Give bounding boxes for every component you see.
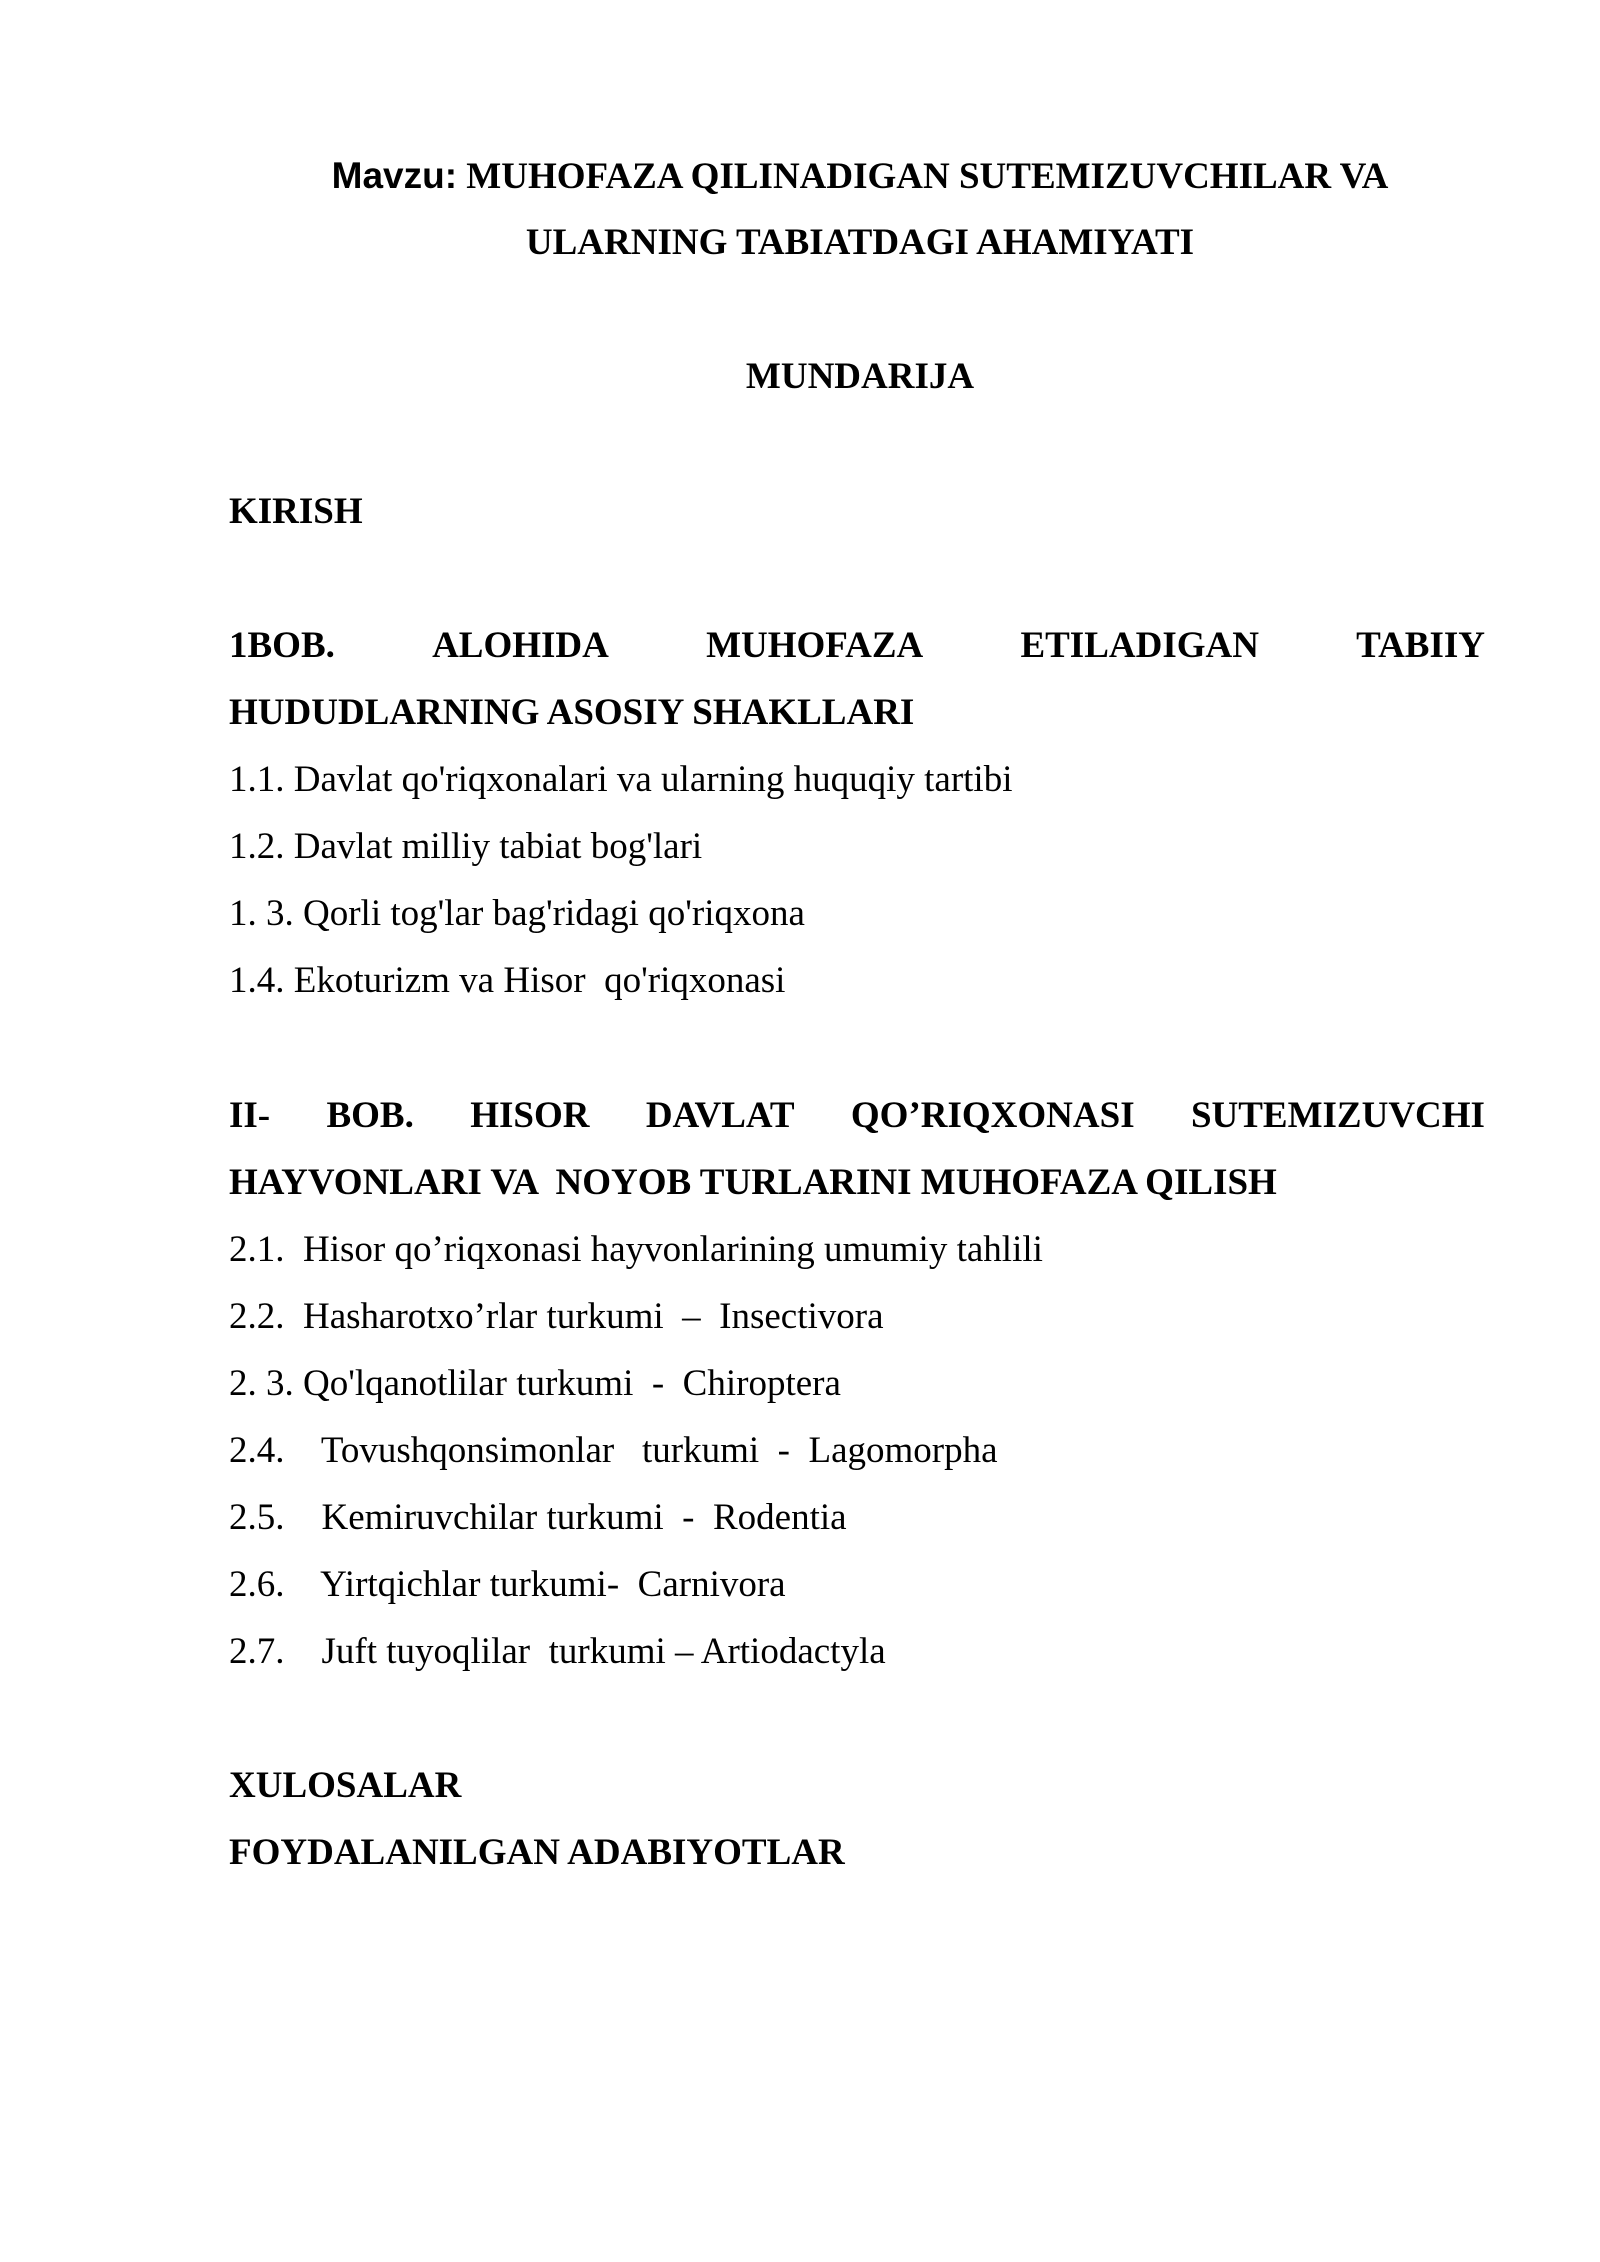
toc-section-2-4: 2.4. Tovushqonsimonlar turkumi - Lagomorpha (229, 1430, 998, 1471)
chapter-2-word: II- (229, 1095, 271, 1136)
toc-conclusions: XULOSALAR (229, 1765, 462, 1806)
chapter-2-word: QO’RIQXONASI (850, 1095, 1135, 1136)
toc-section-2-7: 2.7. Juft tuyoqlilar turkumi – Artiodactyla (229, 1631, 886, 1672)
chapter-1-word: TABIIY (1356, 625, 1485, 666)
toc-section-2-1: 2.1. Hisor qo’riqxonasi hayvonlarining umumiy tahlili (229, 1229, 1043, 1270)
toc-section-1-1: 1.1. Davlat qo'riqxonalari va ularning huquqiy tartibi (229, 759, 1013, 800)
toc-chapter-2-line-2: HAYVONLARI VA NOYOB TURLARINI MUHOFAZA QILISH (229, 1162, 1277, 1203)
chapter-1-word: ETILADIGAN (1020, 625, 1259, 666)
chapter-2-word: DAVLAT (645, 1095, 795, 1136)
toc-chapter-1-line-2: HUDUDLARNING ASOSIY SHAKLLARI (229, 692, 915, 733)
chapter-2-word: BOB. (326, 1095, 414, 1136)
contents-heading: MUNDARIJA (745, 356, 975, 397)
toc-section-1-2: 1.2. Davlat milliy tabiat bog'lari (229, 826, 703, 867)
toc-chapter-1-line-1 (229, 624, 1485, 668)
toc-section-1-3: 1. 3. Qorli tog'lar bag'ridagi qo'riqxona (229, 893, 805, 934)
toc-intro: KIRISH (229, 491, 363, 532)
chapter-1-word: 1BOB. (229, 625, 335, 666)
document-title-line-2: ULARNING TABIATDAGI AHAMIYATI (525, 222, 1195, 263)
toc-chapter-2-line-1 (229, 1094, 1485, 1138)
title-prefix: Mavzu: (331, 155, 458, 196)
toc-section-1-4: 1.4. Ekoturizm va Hisor qo'riqxonasi (229, 960, 786, 1001)
document-title-line-1 (0, 154, 1600, 199)
chapter-1-word: ALOHIDA (432, 625, 609, 666)
chapter-2-word: HISOR (470, 1095, 590, 1136)
toc-section-2-5: 2.5. Kemiruvchilar turkumi - Rodentia (229, 1497, 847, 1538)
chapter-1-word: MUHOFAZA (706, 625, 924, 666)
toc-references: FOYDALANILGAN ADABIYOTLAR (229, 1832, 845, 1873)
chapter-2-word: SUTEMIZUVCHI (1190, 1095, 1485, 1136)
toc-section-2-6: 2.6. Yirtqichlar turkumi- Carnivora (229, 1564, 786, 1605)
toc-section-2-2: 2.2. Hasharotxo’rlar turkumi – Insectivora (229, 1296, 884, 1337)
title-text-1: MUHOFAZA QILINADIGAN SUTEMIZUVCHILAR VA (466, 156, 1389, 197)
toc-section-2-3: 2. 3. Qo'lqanotlilar turkumi - Chiroptera (229, 1363, 841, 1404)
